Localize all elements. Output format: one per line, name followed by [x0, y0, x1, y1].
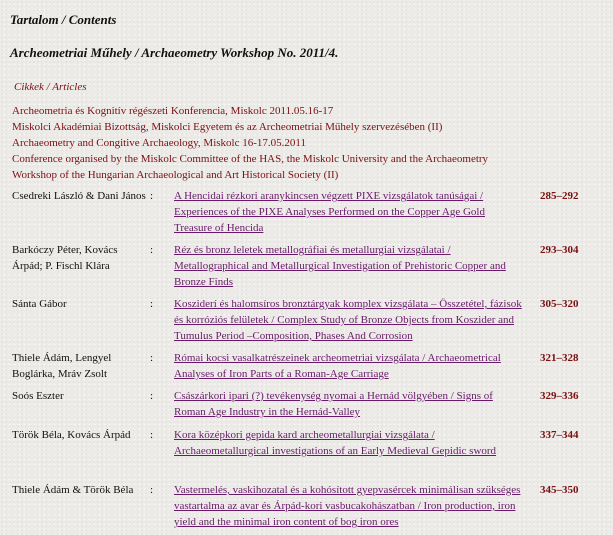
conference-info: [12, 103, 572, 183]
article-title-link[interactable]: A Hencidai rézkori aranykincsen végzett PIXE vizsgálatok tanúságai / Experiences of the PIXE Analyses Performed on the Copper Age Gold Treasure of Hencida: [174, 190, 485, 234]
separator: :: [150, 244, 154, 256]
conference-line: Archaeometry and Congitive Archaeology, Miskolc 16-17.05.2011: [12, 137, 306, 149]
conference-line: Workshop of the Hungarian Archaeological and Art Historical Society (II): [12, 169, 339, 181]
article-title-link[interactable]: Római kocsi vasalkatrészeinek archeometriai vizsgálata / Archaeometrical Analyses of Iron Parts of a Roman-Age Carriage: [174, 352, 501, 380]
section-label: Cikkek / Articles: [14, 81, 87, 93]
article-author: Csedreki László & Dani János: [12, 190, 146, 202]
article-pages: 285–292: [540, 190, 579, 202]
workshop-title: Archeometriai Műhely / Archaeometry Workshop No. 2011/4.: [10, 45, 339, 60]
article-pages: 321–328: [540, 352, 579, 364]
article-title-link[interactable]: Kora középkori gepida kard archeometallurgiai vizsgálata / Archaeometallurgical investigations of an Early Medieval Gepidic sword: [174, 429, 497, 457]
article-author: Török Béla, Kovács Árpád: [12, 429, 131, 441]
separator: :: [150, 429, 154, 441]
article-author: Sánta Gábor: [12, 298, 67, 310]
separator: :: [150, 390, 154, 402]
article-title-link[interactable]: Vastermelés, vaskihozatal és a kohósított gyepvasércek minimálisan szükséges vastartalma az avar és Árpád-kori vasbucakohászatban / Iron production, iron yield and the minimal iron content of bog iron ores: [174, 484, 521, 528]
article-title-link[interactable]: Kosziderí és halomsíros bronztárgyak komplex vizsgálata – Összetétel, fázisok és korróziós felületek / Complex Study of Bronze Objects from Koszider and Tumulus Period –Composition, Phases And Corrosion: [174, 298, 522, 342]
article-title-link[interactable]: Réz és bronz leletek metallográfiai és metallurgiai vizsgálatai / Metallographical and Metallurgical Investigation of Prehistoric Copper and Bronze Finds: [174, 244, 506, 288]
page-title: Tartalom / Contents: [10, 12, 117, 27]
article-pages: 337–344: [540, 429, 579, 441]
article-author: Soós Eszter: [12, 390, 64, 402]
article-pages: 345–350: [540, 484, 579, 496]
article-pages: 305–320: [540, 298, 579, 310]
article-author: Thiele Ádám & Török Béla: [12, 484, 134, 496]
separator: :: [150, 484, 154, 496]
article-pages: 329–336: [540, 390, 579, 402]
article-title-link[interactable]: Császárkori ipari (?) tevékenység nyomai a Hernád völgyében / Signs of Roman Age Industry in the Hernád-Valley: [174, 390, 493, 418]
article-author: Barkóczy Péter, Kovács Árpád; P. Fischl Klára: [12, 244, 118, 272]
separator: :: [150, 352, 154, 364]
article-pages: 293–304: [540, 244, 579, 256]
conference-line: Miskolci Akadémiai Bizottság, Miskolci Egyetem és az Archeometriai Műhely szervezésében (II): [12, 121, 443, 133]
article-author: Thiele Ádám, Lengyel Boglárka, Mráv Zsolt: [12, 352, 112, 380]
separator: :: [150, 298, 154, 310]
conference-line: Archeometria és Kognitív régészeti Konferencia, Miskolc 2011.05.16-17: [12, 105, 334, 117]
conference-line: Conference organised by the Miskolc Committee of the HAS, the Miskolc University and the Archaeometry: [12, 153, 489, 165]
separator: :: [150, 190, 154, 202]
